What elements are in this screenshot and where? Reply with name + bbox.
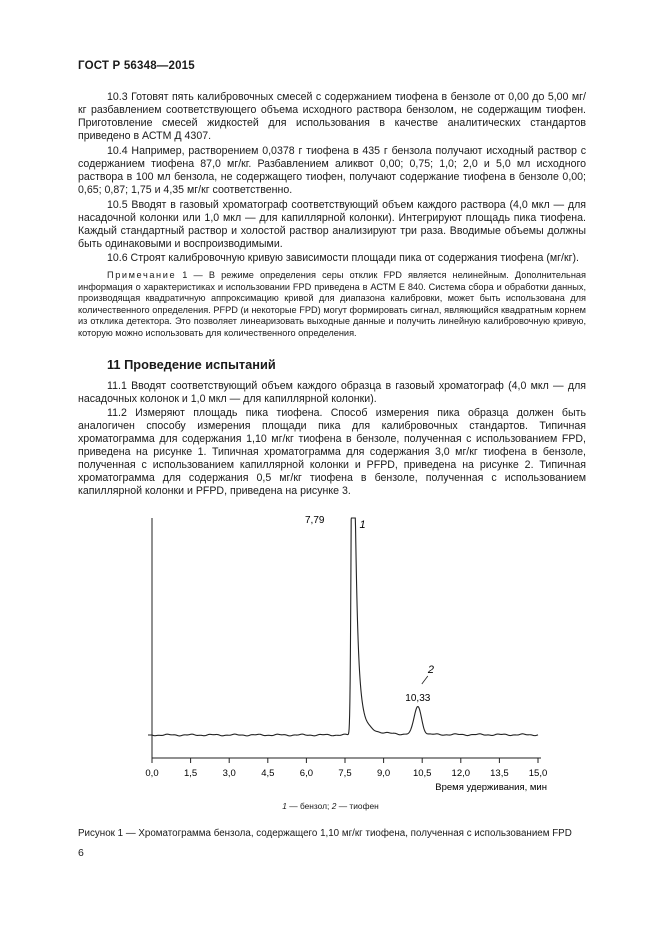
x-tick-label: 7,5 bbox=[338, 768, 352, 779]
x-tick-label: 12,0 bbox=[451, 768, 471, 779]
paragraph-10-4: 10.4 Например, растворением 0,0378 г тиофена в 435 г бензола получают исходный раствор с содержанием тиофена 87,0 мг/кг. Разбавлением аликвот 0,00; 0,75; 1,0; 2,0 и 5,0 мл исходного раствора в 100 мл бензола, не содержащего тиофен, получают содержание тиофена в бензоле 0,00; 0,65; 0,87; 1,75 и 4,35 мг/кг соответственно. bbox=[78, 145, 586, 196]
x-tick-label: 4,5 bbox=[261, 768, 275, 779]
figure-caption: Рисунок 1 — Хроматограмма бензола, содержащего 1,10 мг/кг тиофена, полученная с использованием FPD bbox=[78, 828, 572, 839]
peak-1-number: 1 bbox=[359, 519, 366, 531]
legend-number-2: 2 bbox=[331, 801, 337, 811]
chromatogram-chart bbox=[0, 505, 661, 805]
legend-text-1: — бензол; bbox=[286, 801, 332, 811]
peak-2-retention-label: 10,33 bbox=[405, 693, 431, 704]
note-1 bbox=[78, 270, 586, 340]
paragraph-11-2: 11.2 Измеряют площадь пика тиофена. Способ измерения пика образца должен быть аналогичен способу измерения площади пика для калибровочных стандартов. Типичная хроматограмма для содержания 1,10 мг/кг тиофена в бензоле, полученная с использованием FPD, приведена на рисунке 1. Типичная хроматограмма для содержания 3,0 мг/кг тиофена в бензоле, полученная с использованием капиллярной колонки и PFPD, приведена на рисунке 2. Типичная хроматограмма для содержания 0,5 мг/кг тиофена в бензоле, полученная с использованием капиллярной колонки и PFPD, приведена на рисунке 3. bbox=[78, 407, 586, 497]
x-tick-label: 0,0 bbox=[145, 768, 159, 779]
page-number: 6 bbox=[78, 847, 84, 859]
peak-2-leader-line bbox=[422, 676, 428, 684]
x-tick-label: 6,0 bbox=[299, 768, 314, 779]
x-tick-label: 10,5 bbox=[412, 768, 432, 779]
note-label: Примечание bbox=[107, 270, 177, 280]
note-text: 1 — В режиме определения серы отклик FPD является нелинейным. Дополнительная информация о характеристиках и использовании FPD приведена в АСТМ Е 840. Система сбора и обработки данных, производящая квадратичную аппроксимацию кривой для диапазона калибровки, может быть использована для количественного определения. PFPD (и некоторые FPD) могут формировать сигнал, являющийся квадратным корнем из отклика детектора. Это позволяет линеаризовать выходные данные и получить линейную калибровочную кривую, которую можно использовать для количественного определения. bbox=[78, 270, 586, 338]
peak-1-retention-label: 7,79 bbox=[304, 515, 325, 526]
x-tick-label: 1,5 bbox=[183, 768, 198, 779]
x-tick-label: 9,0 bbox=[376, 768, 391, 779]
paragraph-11-1: 11.1 Вводят соответствующий объем каждого образца в газовый хроматограф (4,0 мкл — для насадочных колонок и 1,0 мкл — для капиллярной колонки). bbox=[78, 380, 586, 405]
chromatogram-trace bbox=[152, 518, 538, 736]
section-title: 11 Проведение испытаний bbox=[107, 357, 276, 372]
document-header: ГОСТ Р 56348—2015 bbox=[78, 60, 195, 72]
axes bbox=[148, 518, 541, 758]
x-tick-label: 3,0 bbox=[222, 768, 236, 779]
x-axis-title: Время удерживания, мин bbox=[435, 782, 547, 793]
peak-2-number: 2 bbox=[427, 664, 434, 676]
x-tick-labels bbox=[145, 768, 547, 779]
legend-number-1: 1 bbox=[282, 801, 287, 811]
paragraph-10-6: 10.6 Строят калибровочную кривую зависимости площади пика от содержания тиофена (мг/кг). bbox=[107, 252, 579, 264]
legend-text-2: — тиофен bbox=[336, 801, 379, 811]
x-tick-label: 15,0 bbox=[528, 768, 548, 779]
figure-legend bbox=[0, 801, 661, 811]
paragraph-10-3: 10.3 Готовят пять калибровочных смесей с содержанием тиофена в бензоле от 0,00 до 5,00 мг/кг разбавлением соответствующего объема исходного раствора бензолом, не содержащим тиофен. Приготовление смесей жидкостей для использования в качестве аналитических стандартов приведено в АСТМ Д 4307. bbox=[78, 91, 586, 142]
paragraph-10-5: 10.5 Вводят в газовый хроматограф соответствующий объем каждого раствора (4,0 мкл — для насадочной колонки или 1,0 мкл — для капиллярной колонки). Интегрируют площадь пика тиофена. Каждый стандартный раствор и холостой раствор анализируют три раза. Вводимые объемы должны быть одинаковыми и воспроизводимыми. bbox=[78, 199, 586, 250]
x-tick-label: 13,5 bbox=[490, 768, 509, 779]
x-ticks bbox=[152, 758, 538, 763]
